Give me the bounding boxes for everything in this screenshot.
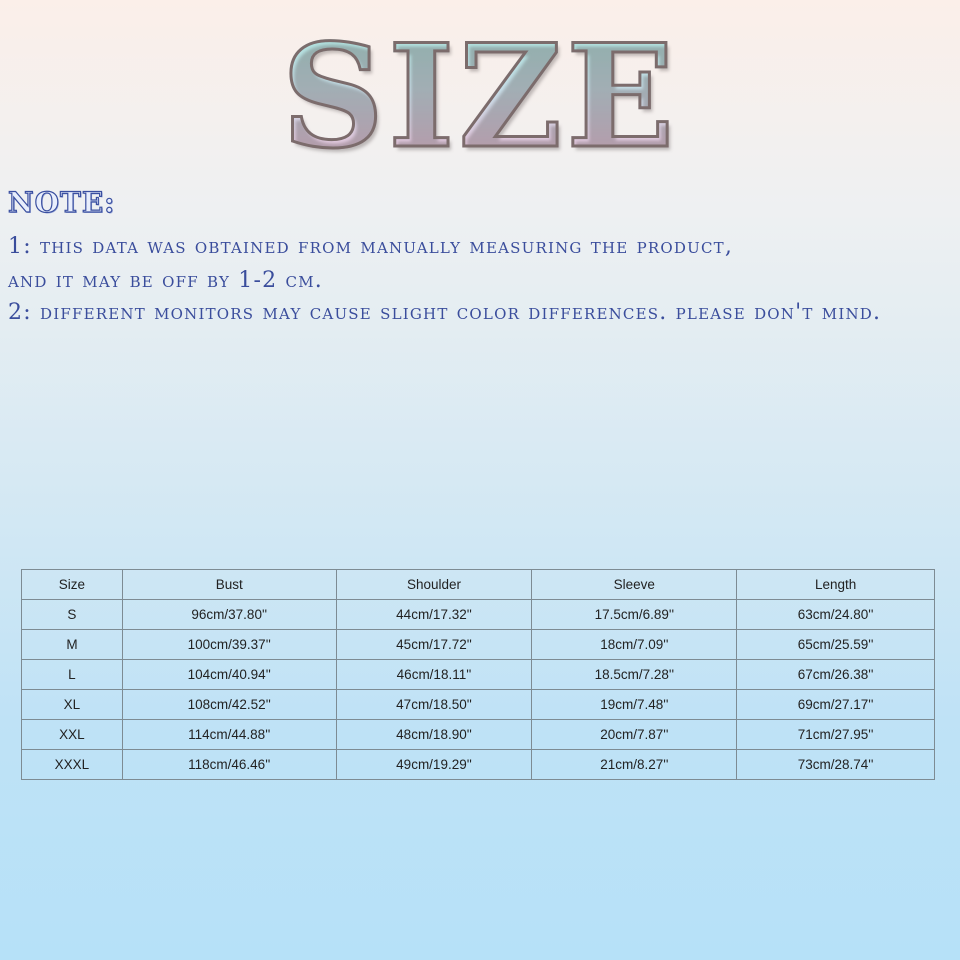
cell-shoulder: 46cm/18.11''	[336, 660, 532, 690]
note-line-1: 1: this data was obtained from manually measuring the product,	[8, 234, 734, 259]
header-size: Size	[22, 570, 123, 600]
cell-sleeve: 20cm/7.87''	[532, 720, 737, 750]
table-row	[22, 630, 935, 660]
note-line-2: and it may be off by 1-2 cm.	[8, 268, 323, 293]
cell-bust: 96cm/37.80''	[122, 600, 336, 630]
cell-bust: 118cm/46.46''	[122, 750, 336, 780]
cell-length: 71cm/27.95''	[737, 720, 935, 750]
cell-size: XXXL	[22, 750, 123, 780]
note-line-3: 2: different monitors may cause slight color differences. please don't mind.	[8, 300, 882, 325]
cell-sleeve: 18.5cm/7.28''	[532, 660, 737, 690]
cell-sleeve: 21cm/8.27''	[532, 750, 737, 780]
table-row	[22, 750, 935, 780]
size-title: SIZE	[0, 22, 960, 172]
header-bust: Bust	[122, 570, 336, 600]
cell-bust: 114cm/44.88''	[122, 720, 336, 750]
cell-size: XL	[22, 690, 123, 720]
cell-shoulder: 49cm/19.29''	[336, 750, 532, 780]
header-sleeve: Sleeve	[532, 570, 737, 600]
cell-shoulder: 47cm/18.50''	[336, 690, 532, 720]
table-row	[22, 600, 935, 630]
cell-length: 65cm/25.59''	[737, 630, 935, 660]
cell-size: M	[22, 630, 123, 660]
table-header-row	[22, 570, 935, 600]
header-length: Length	[737, 570, 935, 600]
cell-bust: 100cm/39.37''	[122, 630, 336, 660]
cell-shoulder: 45cm/17.72''	[336, 630, 532, 660]
table-row	[22, 720, 935, 750]
cell-sleeve: 18cm/7.09''	[532, 630, 737, 660]
cell-length: 63cm/24.80''	[737, 600, 935, 630]
table-row	[22, 690, 935, 720]
table-row	[22, 660, 935, 690]
cell-length: 73cm/28.74''	[737, 750, 935, 780]
cell-length: 67cm/26.38''	[737, 660, 935, 690]
cell-bust: 108cm/42.52''	[122, 690, 336, 720]
header-shoulder: Shoulder	[336, 570, 532, 600]
cell-length: 69cm/27.17''	[737, 690, 935, 720]
size-chart-table	[21, 569, 935, 780]
cell-sleeve: 17.5cm/6.89''	[532, 600, 737, 630]
cell-shoulder: 44cm/17.32''	[336, 600, 532, 630]
note-heading: NOTE:	[8, 186, 116, 219]
cell-sleeve: 19cm/7.48''	[532, 690, 737, 720]
cell-size: XXL	[22, 720, 123, 750]
cell-size: L	[22, 660, 123, 690]
cell-shoulder: 48cm/18.90''	[336, 720, 532, 750]
cell-bust: 104cm/40.94''	[122, 660, 336, 690]
cell-size: S	[22, 600, 123, 630]
